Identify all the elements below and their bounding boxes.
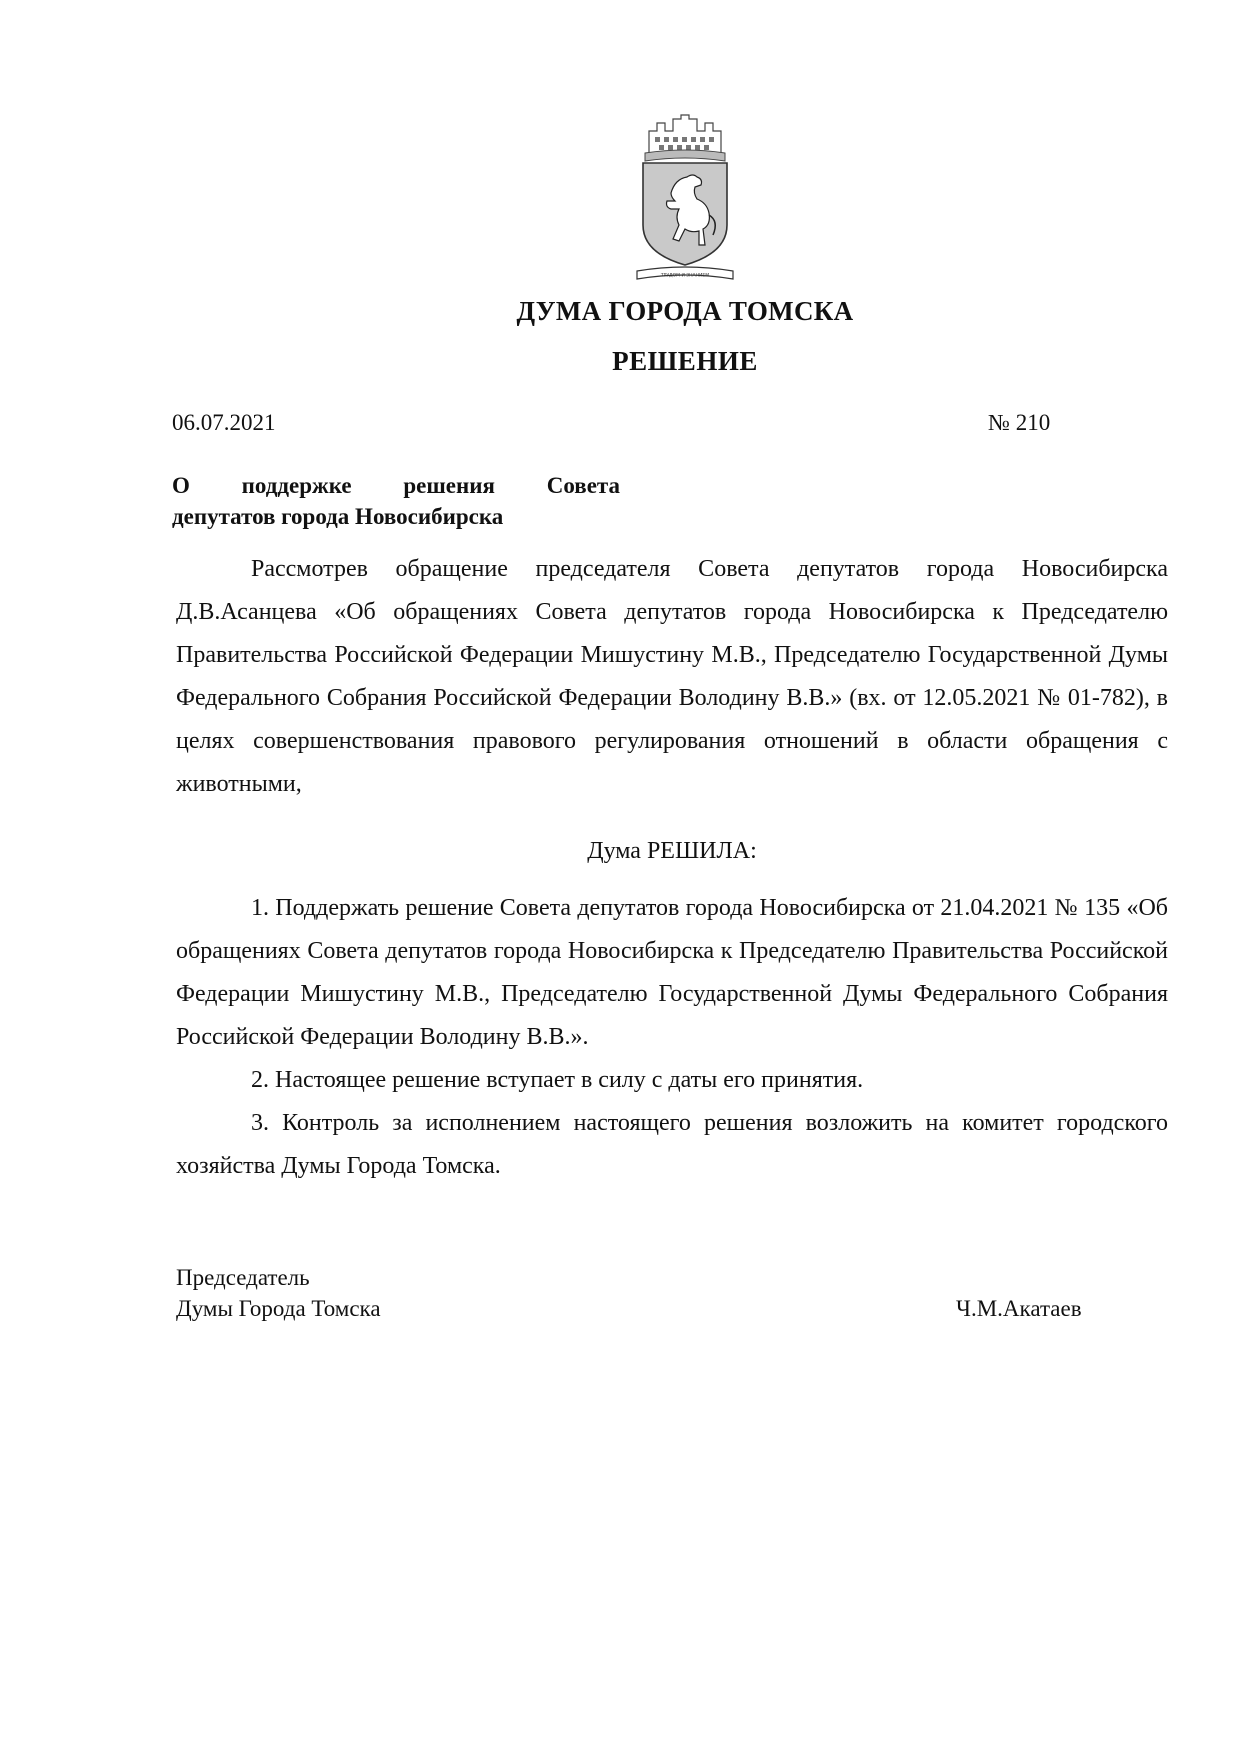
- coat-of-arms-emblem: [631, 113, 740, 285]
- document-subject: [172, 470, 620, 532]
- document-number: № 210: [988, 410, 1051, 435]
- signer-position-line-1: Председатель: [176, 1265, 310, 1290]
- organization-title: ДУМА ГОРОДА ТОМСКА: [516, 296, 854, 326]
- emblem-motto: ТРУДОМ И ЗНАНИЕМ: [660, 273, 710, 279]
- signer-name: Ч.М.Акатаев: [956, 1296, 1082, 1321]
- decision-statement: Дума РЕШИЛА:: [587, 838, 757, 864]
- signer-position-line-2: Думы Города Томска: [176, 1296, 381, 1321]
- decision-item-2: 2. Настоящее решение вступает в силу с даты его принятия.: [251, 1067, 864, 1093]
- subject-line-2: депутатов города Новосибирска: [172, 504, 504, 529]
- preamble-paragraph: Рассмотрев обращение председателя Совета депутатов города Новосибирска Д.В.Асанцева «Об обращениях Совета депутатов города Новосибирска к Председателю Правительства Российской Федерации Мишустину М.В., Председателю Государственной Думы Федерального Собрания Российской Федерации Володину В.В.» (вх. от 12.05.2021 № 01-782), в целях совершенствования правового регулирования отношений в области обращения с животными,: [176, 556, 1168, 797]
- document-date: 06.07.2021: [172, 410, 276, 435]
- subject-line-1: О поддержке решения Совета: [172, 473, 620, 498]
- decision-item-1: 1. Поддержать решение Совета депутатов города Новосибирска от 21.04.2021 № 135 «Об обращениях Совета депутатов города Новосибирска к Председателю Правительства Российской Федерации Мишустину М.В., Председателю Государственной Думы Федерального Собрания Российской Федерации Володину В.В.».: [176, 895, 1168, 1050]
- decision-item-3: 3. Контроль за исполнением настоящего решения возложить на комитет городского хозяйства Думы Города Томска.: [176, 1110, 1168, 1179]
- document-type-title: РЕШЕНИЕ: [612, 346, 758, 376]
